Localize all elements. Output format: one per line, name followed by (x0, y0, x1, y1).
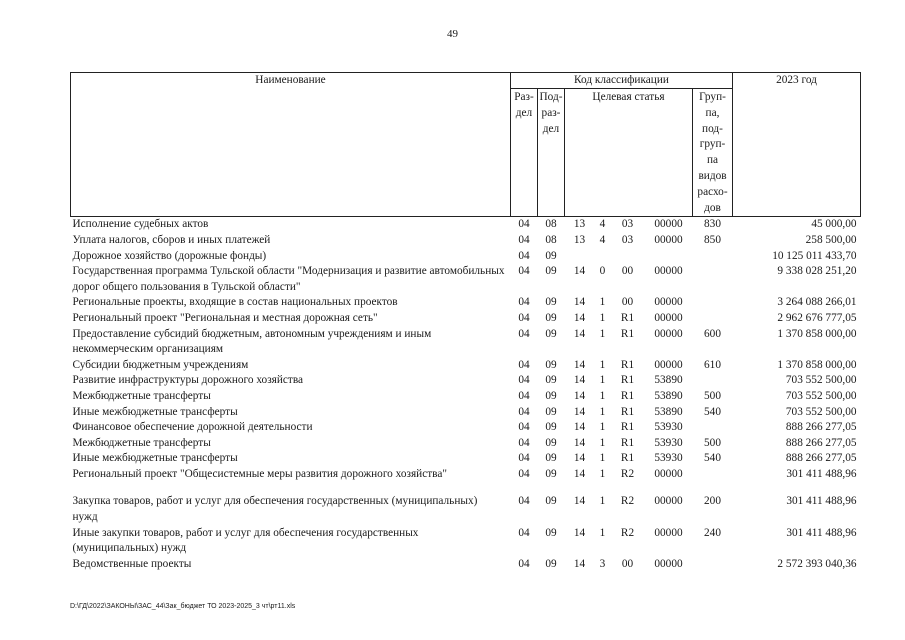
row-target-subprogram: 1 (599, 296, 606, 309)
table-row (71, 311, 861, 327)
row-amount: 703 552 500,00 (785, 405, 857, 418)
row-target-subprogram: 1 (599, 495, 606, 508)
table-row (71, 217, 861, 233)
header-podrazdel: Под- раз- дел (538, 89, 565, 217)
row-name: Государственная программа Тульской области "Модернизация и развитие автомобильных дорог общего пользования в Тульской области" (72, 265, 505, 293)
budget-table-sheet (70, 72, 860, 572)
row-podrazdel: 09 (545, 495, 557, 508)
row-target-subprogram: 1 (599, 358, 606, 371)
row-target-subprogram: 1 (599, 436, 606, 449)
row-razdel: 04 (518, 265, 530, 278)
row-target-project: 00 (621, 265, 634, 278)
row-target-program: 14 (573, 327, 586, 340)
row-target-project: R1 (620, 327, 635, 340)
row-expense-type (693, 249, 733, 265)
row-target-project: R1 (620, 389, 635, 402)
row-target-subprogram: 1 (599, 327, 606, 340)
row-target-subprogram: 1 (599, 452, 606, 465)
row-podrazdel: 08 (545, 218, 557, 231)
row-target-program: 14 (573, 296, 586, 309)
row-target-project: R2 (620, 467, 635, 480)
row-amount: 301 411 488,96 (786, 495, 857, 508)
row-podrazdel: 09 (545, 296, 557, 309)
row-name: Иные межбюджетные трансферты (72, 452, 238, 465)
row-target-program: 14 (573, 421, 586, 434)
row-razdel: 04 (518, 495, 530, 508)
table-row (71, 420, 861, 436)
row-name: Ведомственные проекты (72, 557, 192, 570)
row-razdel: 04 (518, 296, 530, 309)
row-name: Иные закупки товаров, работ и услуг для обеспечения государственных (муниципальных) нужд (72, 526, 419, 555)
row-target-project: R1 (620, 374, 635, 387)
row-expense-type (693, 373, 733, 389)
row-name: Региональный проект "Общесистемные меры развития дорожного хозяйства" (72, 467, 447, 480)
table-row (71, 405, 861, 421)
row-target-direction: 00000 (654, 358, 683, 371)
table-row (71, 526, 861, 557)
table-row (71, 482, 861, 525)
row-name: Дорожное хозяйство (дорожные фонды) (72, 249, 267, 262)
row-expense-type: 540 (704, 452, 721, 465)
row-target-direction: 00000 (654, 495, 683, 508)
header-target-article: Целевая статья (565, 89, 693, 217)
row-name: Предоставление субсидий бюджетным, автономным учреждениям и иным некоммерческим организациям (72, 327, 432, 356)
row-name: Финансовое обеспечение дорожной деятельности (72, 421, 313, 434)
row-amount: 1 370 858 000,00 (777, 327, 857, 340)
row-expense-type: 850 (704, 233, 721, 246)
row-expense-type: 830 (704, 218, 721, 231)
row-target-program: 14 (573, 389, 586, 402)
row-amount: 3 264 088 266,01 (777, 296, 857, 309)
row-target-subprogram: 3 (599, 557, 606, 570)
row-target-direction: 53930 (654, 452, 683, 465)
row-target-program (565, 249, 595, 265)
table-row (71, 451, 861, 467)
row-target-program: 14 (573, 374, 586, 387)
row-razdel: 04 (518, 421, 530, 434)
table-row (71, 327, 861, 358)
row-target-program: 13 (573, 233, 586, 246)
row-target-subprogram: 0 (599, 265, 606, 278)
row-target-project: R1 (620, 405, 635, 418)
row-amount: 1 370 858 000,00 (777, 358, 857, 371)
row-target-subprogram: 1 (599, 311, 606, 324)
row-expense-type: 200 (704, 495, 721, 508)
row-target-direction: 00000 (654, 233, 683, 246)
row-razdel: 04 (518, 218, 530, 231)
row-target-project: 03 (621, 218, 634, 231)
row-expense-type: 500 (704, 389, 721, 402)
row-razdel: 04 (518, 233, 530, 246)
row-target-subprogram: 4 (599, 233, 606, 246)
row-podrazdel: 09 (545, 436, 557, 449)
row-name: Межбюджетные трансферты (72, 389, 211, 402)
row-expense-type (693, 420, 733, 436)
row-target-direction: 00000 (654, 557, 683, 570)
row-amount: 703 552 500,00 (785, 374, 857, 387)
row-amount: 258 500,00 (805, 233, 857, 246)
row-name: Региональные проекты, входящие в состав национальных проектов (72, 296, 398, 309)
row-podrazdel: 09 (545, 389, 557, 402)
row-expense-type: 240 (704, 526, 721, 539)
table-row (71, 264, 861, 295)
row-target-direction: 53890 (654, 389, 683, 402)
row-razdel: 04 (518, 526, 530, 539)
row-name: Иные межбюджетные трансферты (72, 405, 238, 418)
row-amount: 888 266 277,05 (785, 452, 857, 465)
row-expense-type (693, 557, 733, 573)
row-expense-type (693, 311, 733, 327)
row-amount: 45 000,00 (811, 218, 857, 231)
table-row (71, 358, 861, 374)
row-target-project: 00 (621, 296, 634, 309)
row-target-direction: 53890 (654, 405, 683, 418)
row-target-program: 14 (573, 495, 586, 508)
row-razdel: 04 (518, 467, 530, 480)
row-target-subprogram: 4 (599, 218, 606, 231)
row-target-subprogram (595, 249, 611, 265)
row-expense-type (693, 264, 733, 295)
row-name: Развитие инфраструктуры дорожного хозяйства (72, 374, 304, 387)
header-year: 2023 год (733, 73, 861, 217)
row-expense-type: 600 (704, 327, 721, 340)
row-expense-type: 610 (704, 358, 721, 371)
table-row (71, 233, 861, 249)
row-razdel: 04 (518, 557, 530, 570)
row-target-program: 14 (573, 452, 586, 465)
header-name: Наименование (71, 73, 511, 217)
table-row (71, 389, 861, 405)
row-target-project: R1 (620, 452, 635, 465)
row-amount: 301 411 488,96 (786, 467, 857, 480)
row-target-program: 13 (573, 218, 586, 231)
row-target-program: 14 (573, 405, 586, 418)
row-target-project: R2 (620, 495, 635, 508)
row-amount: 10 125 011 433,70 (772, 249, 857, 262)
row-name: Закупка товаров, работ и услуг для обеспечения государственных (муниципальных) нужд (72, 495, 478, 524)
row-target-project: R1 (620, 436, 635, 449)
row-target-direction: 00000 (654, 296, 683, 309)
row-target-subprogram: 1 (599, 526, 606, 539)
row-target-project: R1 (620, 358, 635, 371)
row-target-direction: 00000 (654, 218, 683, 231)
row-razdel: 04 (518, 374, 530, 387)
row-target-subprogram: 1 (599, 467, 606, 480)
header-razdel: Раз- дел (511, 89, 538, 217)
row-target-project: R1 (620, 421, 635, 434)
row-podrazdel: 09 (545, 467, 557, 480)
row-target-project: R2 (620, 526, 635, 539)
file-path-footer: D:\ГД\2022\ЗАКОНЫ\ЗАС_44\Зак_бюджет ТО 2023-2025_3 чт\рт11.xls (70, 603, 296, 610)
row-podrazdel: 09 (545, 374, 557, 387)
row-name: Межбюджетные трансферты (72, 436, 211, 449)
row-target-direction: 00000 (654, 311, 683, 324)
header-classification-code: Код классификации (511, 73, 733, 89)
row-target-subprogram: 1 (599, 421, 606, 434)
row-amount: 2 572 393 040,36 (777, 557, 857, 570)
row-target-direction: 00000 (654, 265, 683, 278)
row-podrazdel: 09 (545, 358, 557, 371)
row-name: Региональный проект "Региональная и местная дорожная сеть" (72, 311, 378, 324)
row-target-program: 14 (573, 467, 586, 480)
row-razdel: 04 (518, 358, 530, 371)
row-target-program: 14 (573, 526, 586, 539)
row-target-direction: 00000 (654, 467, 683, 480)
row-target-project: R1 (620, 311, 635, 324)
row-podrazdel: 09 (545, 405, 557, 418)
row-target-direction: 00000 (654, 327, 683, 340)
table-row (71, 373, 861, 389)
row-podrazdel: 09 (545, 311, 557, 324)
row-amount: 888 266 277,05 (785, 421, 857, 434)
table-row (71, 249, 861, 265)
row-razdel: 04 (518, 389, 530, 402)
row-razdel: 04 (518, 327, 530, 340)
row-podrazdel: 09 (545, 265, 557, 278)
row-target-direction: 53930 (654, 436, 683, 449)
row-expense-type (693, 295, 733, 311)
row-target-direction (645, 249, 693, 265)
row-podrazdel: 09 (545, 452, 557, 465)
row-expense-type: 540 (704, 405, 721, 418)
row-expense-type: 500 (704, 436, 721, 449)
row-target-program: 14 (573, 557, 586, 570)
row-razdel: 04 (518, 436, 530, 449)
row-name: Уплата налогов, сборов и иных платежей (72, 233, 271, 246)
row-podrazdel: 09 (545, 526, 557, 539)
row-podrazdel: 09 (545, 557, 557, 570)
row-name: Исполнение судебных актов (72, 218, 209, 231)
row-podrazdel: 09 (545, 249, 557, 262)
row-razdel: 04 (518, 452, 530, 465)
row-amount: 703 552 500,00 (785, 389, 857, 402)
row-target-program: 14 (573, 311, 586, 324)
table-row (71, 295, 861, 311)
row-expense-type (693, 467, 733, 483)
row-podrazdel: 09 (545, 327, 557, 340)
row-amount: 9 338 028 251,20 (777, 265, 857, 278)
budget-table (70, 72, 861, 572)
row-razdel: 04 (518, 249, 530, 262)
row-target-subprogram: 1 (599, 405, 606, 418)
row-target-project: 00 (621, 557, 634, 570)
header-expense-group: Груп- па, под- груп- па видов расхо- дов (693, 89, 733, 217)
row-amount: 2 962 676 777,05 (777, 311, 857, 324)
row-amount: 888 266 277,05 (785, 436, 857, 449)
table-row (71, 436, 861, 452)
row-razdel: 04 (518, 405, 530, 418)
row-target-project: 03 (621, 233, 634, 246)
row-target-direction: 53890 (654, 374, 683, 387)
row-podrazdel: 09 (545, 421, 557, 434)
row-target-program: 14 (573, 436, 586, 449)
table-row (71, 557, 861, 573)
row-podrazdel: 08 (545, 233, 557, 246)
row-target-subprogram: 1 (599, 389, 606, 402)
table-row (71, 467, 861, 483)
row-name: Субсидии бюджетным учреждениям (72, 358, 249, 371)
row-target-project (611, 249, 645, 265)
row-target-program: 14 (573, 358, 586, 371)
page-number: 49 (447, 28, 458, 40)
row-razdel: 04 (518, 311, 530, 324)
row-target-program: 14 (573, 265, 586, 278)
row-target-subprogram: 1 (599, 374, 606, 387)
row-target-direction: 53930 (654, 421, 683, 434)
row-amount: 301 411 488,96 (786, 526, 857, 539)
row-target-direction: 00000 (654, 526, 683, 539)
